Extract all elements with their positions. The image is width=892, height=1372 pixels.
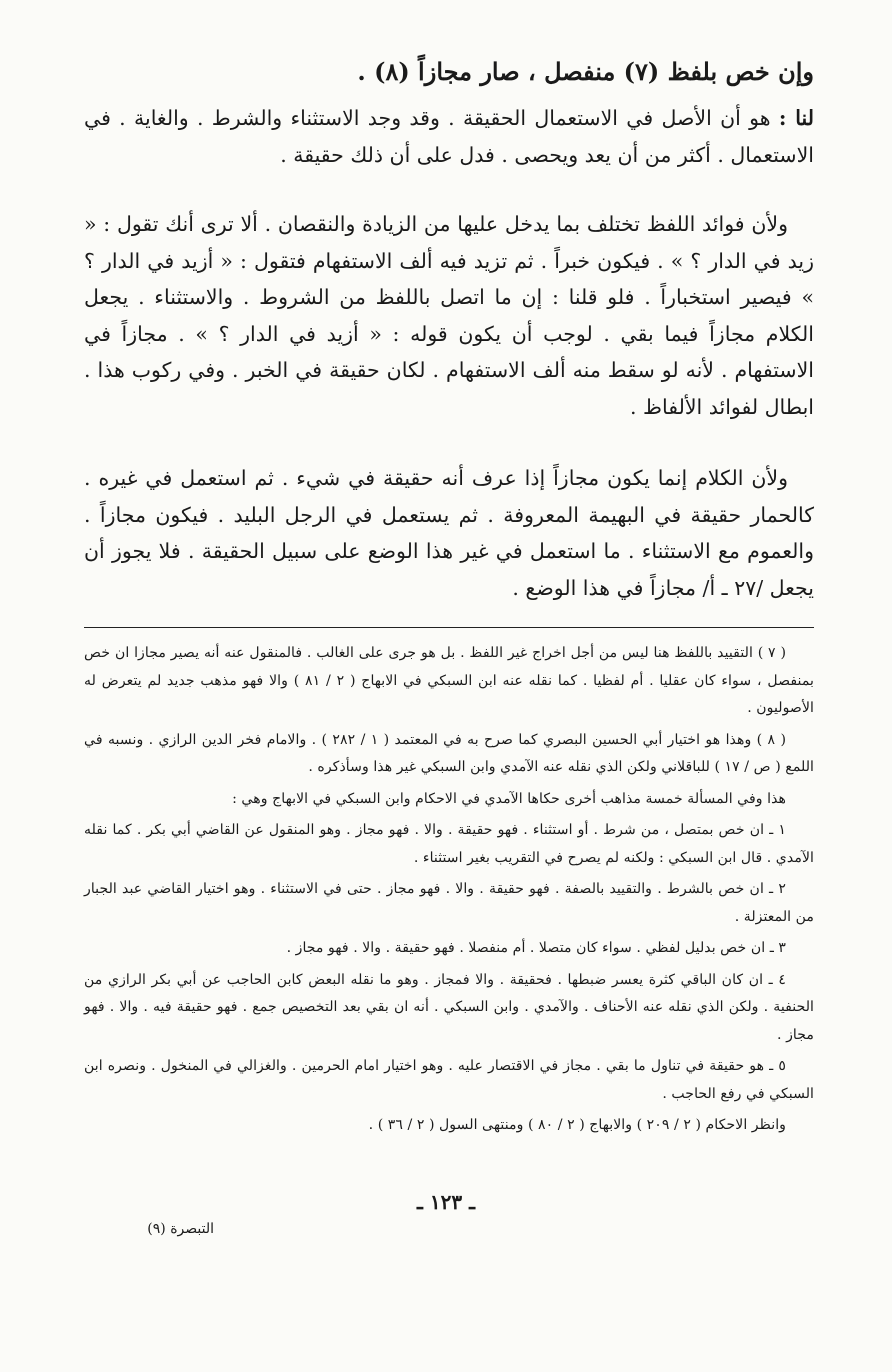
page-number: ـ ١٢٣ ـ [417, 1190, 475, 1214]
footnote-item-2: ٢ ـ ان خص بالشرط . والتقييد بالصفة . فهو حقيقة . والا . فهو مجاز . حتى في الاستثناء . وهو اختيار القاضي عبد الجبار من المعتزلة . [84, 881, 814, 925]
paragraph-1-lead: لنا : [778, 106, 814, 130]
paragraph-2: ولأن فوائد اللفظ تختلف بما يدخل عليها من الزيادة والنقصان . ألا ترى أنك تقول : « زيد في الدار ؟ » . فيكون خبراً . ثم تزيد فيه ألف الاستفهام فتقول : « أزيد في الدار ؟ » فيصير استخباراً . فلو قلنا : إن ما اتصل باللفظ من الشروط . والاستثناء . يجعل الكلام مجازاً فيما بقي . لوجب أن يكون قوله : « أزيد في الدار ؟ » . مجازاً في الاستفهام . لأنه لو سقط منه ألف الاستفهام . لكان حقيقة في الخبر . وفي ركوب هذا . ابطال لفوائد الألفاظ . [84, 212, 814, 419]
footnote-divider [84, 627, 814, 628]
footnote-item-1: ١ ـ ان خص بمتصل ، من شرط . أو استثناء . فهو حقيقة . والا . فهو مجاز . وهو المنقول عن القاضي أبي بكر . كما نقله الآمدي . قال ابن السبكي : ولكنه لم يصرح في التقريب بغير استثناء . [84, 822, 814, 866]
footnote-item-3: ٣ ـ ان خص بدليل لفظي . سواء كان متصلا . أم منفصلا . فهو حقيقة . والا . فهو مجاز . [286, 940, 786, 956]
book-signature: التبصرة (٩) [147, 1221, 214, 1237]
footnote-7: ( ٧ ) التقييد باللفظ هنا ليس من أجل اخراج غير اللفظ . بل هو جرى على الغالب . فالمنقول عنه أنه يصير مجازا ان خص بمنفصل ، سواء كان عقليا . أم لفظيا . كما نقله عنه ابن السبكي في الابهاج ( ٢ / ٨١ ) والا فهو مذهب جديد لم يتعرض له الأصوليون . [84, 645, 814, 716]
footnote-note: هذا وفي المسألة خمسة مذاهب أخرى حكاها الآمدي في الاحكام وابن السبكي في الابهاج وهي : [232, 790, 786, 807]
paragraph-1 [84, 100, 814, 173]
section-heading: وإن خص بلفظ (٧) منفصل ، صار مجازاً (٨) . [357, 57, 814, 86]
paragraph-3: ولأن الكلام إنما يكون مجازاً إذا عرف أنه حقيقة في شيء . ثم استعمل في غيره . كالحمار حقيقة في البهيمة المعروفة . ثم يستعمل في الرجل البليد . فيكون مجازاً . والعموم مع الاستثناء . ما استعمل في غير هذا الوضع على سبيل الحقيقة . فلا يجوز أن يجعل /٢٧ ـ أ/ مجازاً في هذا الوضع . [84, 466, 814, 600]
footnote-item-4: ٤ ـ ان كان الباقي كثرة يعسر ضبطها . فحقيقة . والا فمجاز . وهو ما نقله البعض كابن الحاجب عن أبي بكر الرازي من الحنفية . ولكن الذي نقله عنه الأحناف . والآمدي . وابن السبكي . أنه ان بقي بعد التخصيص جمع . فهو حقيقة فيه . والا . فهو مجاز . [84, 971, 814, 1043]
footnote-references: وانظر الاحكام ( ٢ / ٢٠٩ ) والابهاج ( ٢ / ٨٠ ) ومنتهى السول ( ٢ / ٣٦ ) . [368, 1117, 786, 1133]
paragraph-1-text: هو أن الأصل في الاستعمال الحقيقة . وقد وجد الاستثناء والشرط . والغاية . في الاستعمال . أكثر من أن يعد ويحصى . فدل على أن ذلك حقيقة . [84, 106, 814, 167]
footnotes [84, 640, 814, 1144]
footnote-8: ( ٨ ) وهذا هو اختيار أبي الحسين البصري كما صرح به في المعتمد ( ١ / ٢٨٢ ) . والامام فخر الدين الرازي . ونسبه في اللمع ( ص / ١٧ ) للباقلاني ولكن الذي نقله عنه الآمدي وابن السبكي غير هذا وسأذكره . [84, 731, 814, 775]
footnote-item-5: ٥ ـ هو حقيقة في تناول ما بقي . مجاز في الاقتصار عليه . وهو اختيار امام الحرمين . والغزالي في المنخول . ونصره ابن السبكي في رفع الحاجب . [84, 1058, 814, 1102]
